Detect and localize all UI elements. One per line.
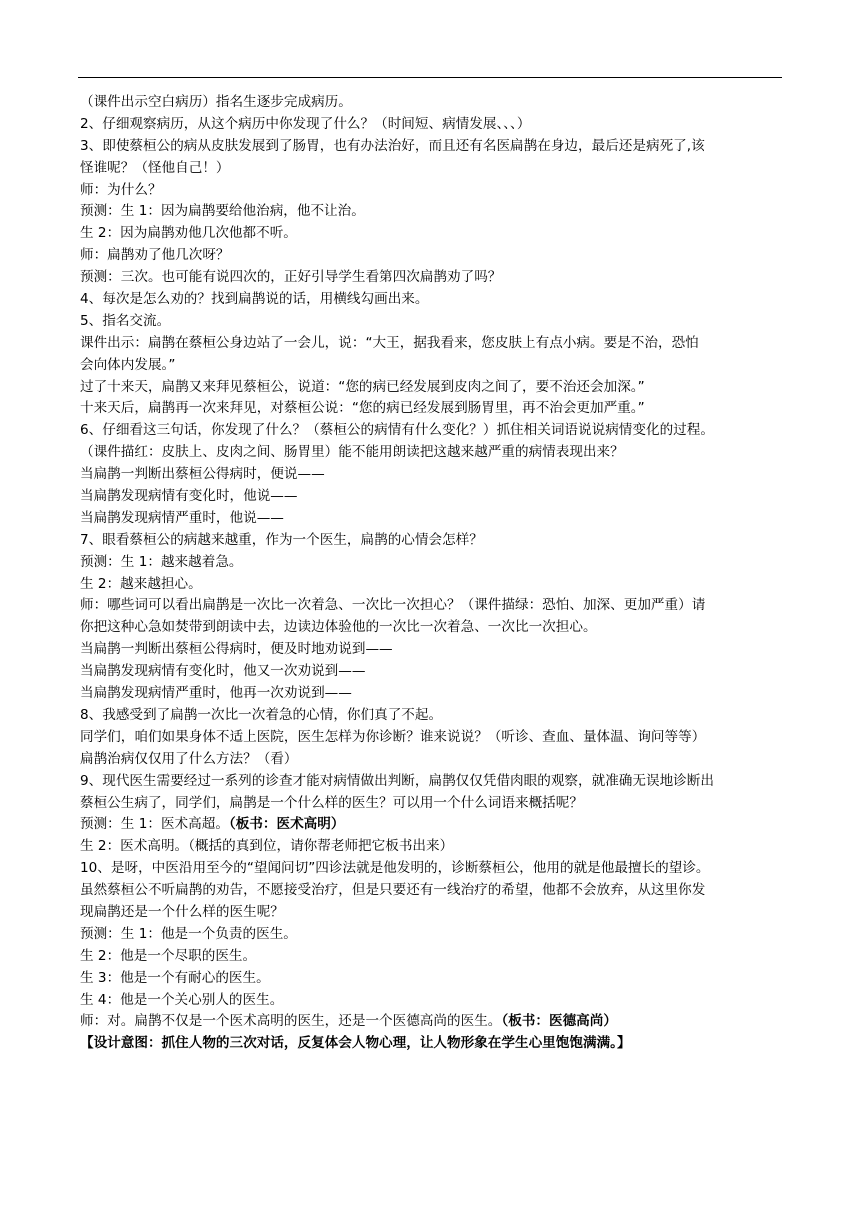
text-segment: 怪谁呢？（怪他自己！） bbox=[80, 159, 230, 176]
text-segment: 蔡桓公生病了，同学们，扁鹊是一个什么样的医生？可以用一个什么词语来概括呢？ bbox=[80, 794, 583, 811]
text-line bbox=[80, 880, 790, 902]
text-segment: 师：哪些词可以看出扁鹊是一次比一次着急、一次比一次担心？（课件描绿：恐怕、加深、更加严重）请 bbox=[80, 597, 706, 614]
text-segment: 预测：生 1：医术高超。 bbox=[80, 816, 229, 833]
text-segment: 预测：生 1：他是一个负责的医生。 bbox=[80, 925, 297, 942]
text-line bbox=[80, 858, 790, 880]
text-segment: 8、我感受到了扁鹊一次比一次着急的心情，你们真了不起。 bbox=[80, 706, 443, 723]
text-line bbox=[80, 267, 790, 289]
text-segment: 5、指名交流。 bbox=[80, 312, 171, 329]
text-segment: 生 4：他是一个关心别人的医生。 bbox=[80, 991, 284, 1008]
text-segment: 生 2：因为扁鹊劝他几次他都不听。 bbox=[80, 225, 297, 242]
text-segment: 预测：生 1：越来越着急。 bbox=[80, 553, 243, 570]
text-segment: 当扁鹊发现病情有变化时，他又一次劝说到—— bbox=[80, 663, 366, 680]
text-line bbox=[80, 442, 790, 464]
text-line bbox=[80, 617, 790, 639]
text-line bbox=[80, 464, 790, 486]
text-segment: 虽然蔡桓公不听扁鹊的劝告，不愿接受治疗，但是只要还有一线治疗的希望，他都不会放弃，从这里你发 bbox=[80, 882, 706, 899]
text-segment: 当扁鹊一判断出蔡桓公得病时，便说—— bbox=[80, 466, 325, 483]
text-line bbox=[80, 902, 790, 924]
text-segment: 扁鹊治病仅仅用了什么方法？（看） bbox=[80, 750, 298, 767]
text-line bbox=[80, 223, 790, 245]
text-line bbox=[80, 508, 790, 530]
text-line bbox=[80, 968, 790, 990]
text-segment: 课件出示：扁鹊在蔡桓公身边站了一会儿，说：“大王，据我看来，您皮肤上有点小病。要是不治，恐怕 bbox=[80, 334, 699, 351]
text-segment: 10、是呀，中医沿用至今的“望闻问切”四诊法就是他发明的，诊断蔡桓公，他用的就是他最擅长的望诊。 bbox=[80, 860, 710, 877]
text-line bbox=[80, 333, 790, 355]
text-segment: 你把这种心急如焚带到朗读中去，边读边体验他的一次比一次着急、一次比一次担心。 bbox=[80, 619, 597, 636]
text-segment: 生 2：越来越担心。 bbox=[80, 575, 202, 592]
header-rule bbox=[78, 77, 782, 78]
text-segment: 十来天后，扁鹊再一次来拜见，对蔡桓公说：“您的病已经发展到肠胃里，再不治会更加严重。” bbox=[80, 400, 645, 417]
bold-text-segment: （板书：医德高尚） bbox=[501, 1013, 617, 1030]
text-segment: 同学们，咱们如果身体不适上医院，医生怎样为你诊断？谁来说说？（听诊、查血、量体温、询问等等） bbox=[80, 728, 706, 745]
text-line bbox=[80, 552, 790, 574]
text-segment: 现扁鹊还是一个什么样的医生呢？ bbox=[80, 903, 284, 920]
text-line bbox=[80, 574, 790, 596]
text-line bbox=[80, 595, 790, 617]
text-line bbox=[80, 793, 790, 815]
text-line bbox=[80, 661, 790, 683]
text-line bbox=[80, 836, 790, 858]
text-segment: 预测：三次。也可能有说四次的，正好引导学生看第四次扁鹊劝了吗？ bbox=[80, 269, 502, 286]
text-line bbox=[80, 180, 790, 202]
text-line bbox=[80, 311, 790, 333]
text-line bbox=[80, 289, 790, 311]
text-segment: 生 2：他是一个尽职的医生。 bbox=[80, 947, 257, 964]
text-segment: 当扁鹊一判断出蔡桓公得病时，便及时地劝说到—— bbox=[80, 641, 393, 658]
text-line bbox=[80, 814, 790, 836]
text-line bbox=[80, 771, 790, 793]
text-line bbox=[80, 355, 790, 377]
text-line bbox=[80, 377, 790, 399]
text-line bbox=[80, 136, 790, 158]
text-line bbox=[80, 924, 790, 946]
text-line bbox=[80, 92, 790, 114]
text-line bbox=[80, 114, 790, 136]
text-line bbox=[80, 727, 790, 749]
text-segment: 2、仔细观察病历，从这个病历中你发现了什么？（时间短、病情发展、、、） bbox=[80, 115, 531, 132]
text-segment: （课件出示空白病历）指名生逐步完成病历。 bbox=[80, 94, 352, 110]
text-line bbox=[80, 1033, 790, 1055]
text-line bbox=[80, 990, 790, 1012]
text-segment: 3、即使蔡桓公的病从皮肤发展到了肠胃，也有办法治好，而且还有名医扁鹊在身边，最后还是病死了,该 bbox=[80, 137, 705, 154]
text-line bbox=[80, 201, 790, 223]
text-line bbox=[80, 749, 790, 771]
text-segment: 师：扁鹊劝了他几次呀？ bbox=[80, 247, 230, 264]
bold-text-segment: （板书：医术高明） bbox=[228, 816, 345, 833]
text-line bbox=[80, 1011, 790, 1033]
text-line bbox=[80, 683, 790, 705]
text-line bbox=[80, 420, 790, 442]
text-segment: 当扁鹊发现病情有变化时，他说—— bbox=[80, 488, 298, 505]
text-segment: 6、仔细看这三句话，你发现了什么？（蔡桓公的病情有什么变化？）抓住相关词语说说病情变化的过程。 bbox=[80, 422, 714, 439]
text-line bbox=[80, 245, 790, 267]
text-segment: 7、眼看蔡桓公的病越来越重，作为一个医生，扁鹊的心情会怎样？ bbox=[80, 531, 483, 548]
text-segment: 师：对。扁鹊不仅是一个医术高明的医生，还是一个医德高尚的医生。 bbox=[80, 1013, 502, 1030]
text-segment: 生 2：医术高明。（概括的真到位，请你帮老师把它板书出来） bbox=[80, 838, 454, 855]
bold-text-segment: 【设计意图：抓住人物的三次对话，反复体会人物心理，让人物形象在学生心里饱饱满满。】 bbox=[80, 1035, 631, 1052]
text-segment: 师：为什么？ bbox=[80, 181, 162, 198]
text-line bbox=[80, 639, 790, 661]
text-line bbox=[80, 530, 790, 552]
text-segment: 生 3：他是一个有耐心的医生。 bbox=[80, 969, 270, 986]
text-segment: 当扁鹊发现病情严重时，他说—— bbox=[80, 509, 284, 526]
document-body bbox=[80, 92, 790, 1055]
text-line bbox=[80, 486, 790, 508]
text-segment: （课件描红：皮肤上、皮肉之间、肠胃里）能不能用朗读把这越来越严重的病情表现出来？ bbox=[80, 444, 624, 461]
text-segment: 会向体内发展。” bbox=[80, 356, 176, 373]
text-segment: 过了十来天，扁鹊又来拜见蔡桓公，说道：“您的病已经发展到皮肉之间了，要不治还会加深。” bbox=[80, 378, 645, 395]
text-line bbox=[80, 946, 790, 968]
text-segment: 4、每次是怎么劝的？找到扁鹊说的话，用横线勾画出来。 bbox=[80, 291, 429, 308]
text-line bbox=[80, 705, 790, 727]
text-segment: 9、现代医生需要经过一系列的诊查才能对病情做出判断，扁鹊仅仅凭借肉眼的观察，就准确无误地诊断出 bbox=[80, 772, 714, 789]
text-segment: 当扁鹊发现病情严重时，他再一次劝说到—— bbox=[80, 685, 352, 702]
text-segment: 预测：生 1：因为扁鹊要给他治病，他不让治。 bbox=[80, 203, 365, 220]
text-line bbox=[80, 398, 790, 420]
text-line bbox=[80, 158, 790, 180]
